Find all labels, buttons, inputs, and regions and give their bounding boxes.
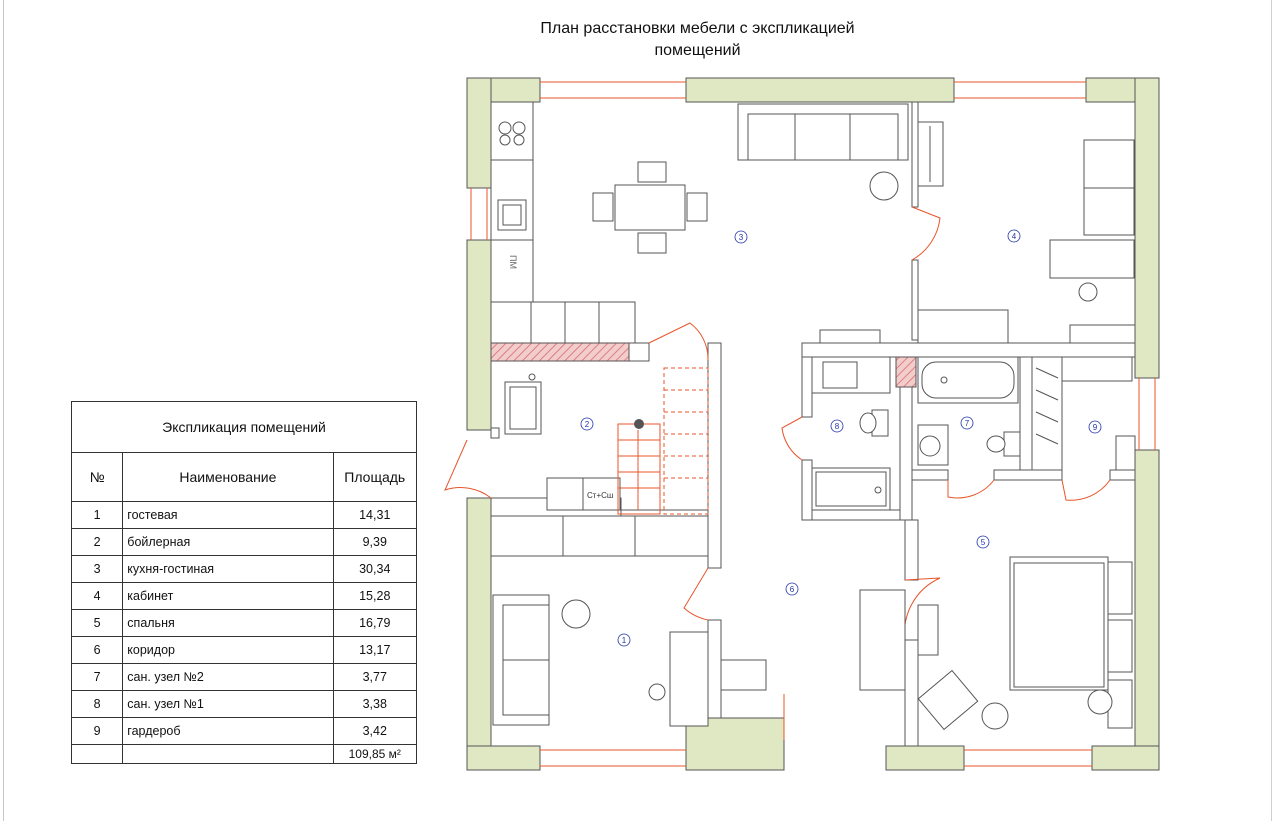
row-number: 8 [72, 691, 123, 718]
bathroom-1-fixtures [812, 357, 890, 510]
bedroom-furniture [918, 557, 1132, 729]
wardrobe-fixtures [1032, 357, 1135, 470]
boiler-room-furniture [491, 374, 620, 510]
stair-post [634, 419, 644, 429]
room-area: 3,77 [333, 664, 417, 691]
room-name: бойлерная [123, 529, 333, 556]
column-header-number: № [72, 453, 123, 502]
living-sofa [738, 104, 908, 343]
bathroom-2-fixtures [918, 357, 1020, 465]
room-marker-5: 5 [980, 538, 986, 547]
office-furniture [918, 122, 1135, 343]
room-marker-4: 4 [1011, 232, 1017, 241]
room-area: 30,34 [333, 556, 417, 583]
room-marker-1: 1 [621, 636, 627, 645]
room-area: 9,39 [333, 529, 417, 556]
room-marker-3: 3 [738, 233, 744, 242]
room-name: кабинет [123, 583, 333, 610]
row-number: 2 [72, 529, 123, 556]
dining-table [593, 162, 707, 253]
row-number: 3 [72, 556, 123, 583]
room-marker-6: 6 [789, 585, 795, 594]
dishwasher-label: ПМ [508, 255, 518, 269]
boiler-label: Ст+Сш [587, 491, 614, 500]
room-name: спальня [123, 610, 333, 637]
column-header-name: Наименование [123, 453, 333, 502]
plan-title-line-1: План расстановки мебели с экспликацией [540, 20, 855, 37]
row-number: 6 [72, 637, 123, 664]
room-marker-9: 9 [1092, 423, 1098, 432]
room-area: 3,38 [333, 691, 417, 718]
row-number: 4 [72, 583, 123, 610]
room-area: 14,31 [333, 502, 417, 529]
table-title: Экспликация помещений [72, 402, 417, 453]
room-marker-7: 7 [964, 419, 970, 428]
room-area: 3,42 [333, 718, 417, 745]
staircase [618, 368, 708, 514]
room-marker-8: 8 [834, 422, 840, 431]
room-name: сан. узел №1 [123, 691, 333, 718]
plan-title-line-2: помещений [654, 42, 741, 59]
guest-room-furniture [491, 516, 708, 726]
kitchen-furniture [491, 102, 635, 343]
corridor-furniture [721, 590, 905, 690]
room-area: 13,17 [333, 637, 417, 664]
row-number: 1 [72, 502, 123, 529]
room-name: гардероб [123, 718, 333, 745]
room-area: 15,28 [333, 583, 417, 610]
room-marker-2: 2 [584, 420, 590, 429]
room-name: кухня-гостиная [123, 556, 333, 583]
room-area: 16,79 [333, 610, 417, 637]
row-number: 7 [72, 664, 123, 691]
room-name: сан. узел №2 [123, 664, 333, 691]
room-name: коридор [123, 637, 333, 664]
column-header-area: Площадь [333, 453, 417, 502]
total-area: 109,85 м² [333, 745, 417, 764]
row-number: 9 [72, 718, 123, 745]
room-name: гостевая [123, 502, 333, 529]
row-number: 5 [72, 610, 123, 637]
